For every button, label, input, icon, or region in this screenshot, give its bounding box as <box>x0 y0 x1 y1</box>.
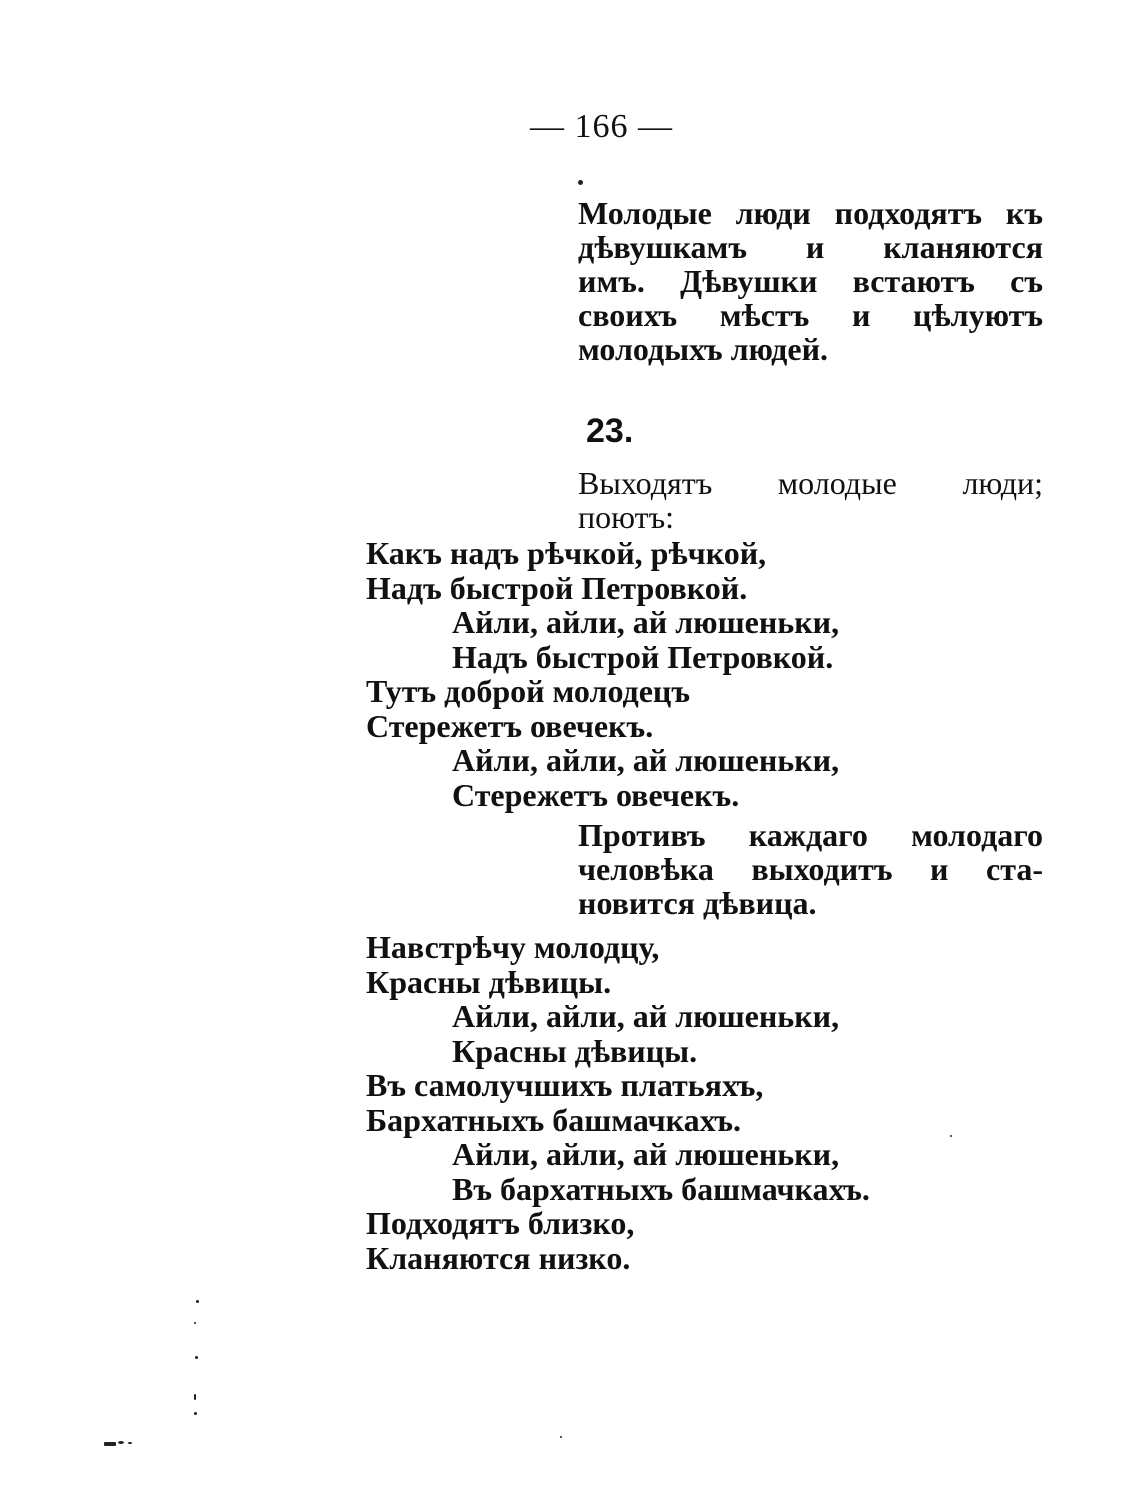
refrain-line: Въ бархатныхъ башмачкахъ. <box>452 1170 870 1207</box>
verse-line: Кланяются низко. <box>366 1239 631 1276</box>
refrain-line: Надъ быстрой Петровкой. <box>452 638 834 675</box>
verse-line: Красны дѣвицы. <box>366 963 612 1000</box>
verse-line: Стережетъ овечекъ. <box>366 707 654 744</box>
verse-line: Навстрѣчу молодцу, <box>366 929 660 965</box>
stage-line: имъ. Дѣвушки встаютъ съ <box>578 263 1043 299</box>
stage-line: молодыхъ людей. <box>578 331 828 367</box>
stage-line: поютъ: <box>578 499 675 535</box>
stage-line: Выходятъ молодые люди; <box>578 465 1043 501</box>
refrain-line: Айли, айли, ай люшеньки, <box>452 1136 840 1172</box>
stage-line: Молодые люди подходятъ къ <box>578 195 1043 231</box>
verse-line: Тутъ доброй молодецъ <box>366 673 691 709</box>
refrain-line: Стережетъ овечекъ. <box>452 776 740 813</box>
stage-line: Противъ каждаго молодаго <box>578 817 1043 853</box>
refrain-line: Айли, айли, ай люшеньки, <box>452 604 840 640</box>
stage-direction-1 <box>578 196 1043 366</box>
stage-line: человѣка выходитъ и ста- <box>578 851 1043 887</box>
verse-line: Въ самолучшихъ платьяхъ, <box>366 1067 764 1103</box>
stage-line: дѣвушкамъ и кланяются <box>578 229 1043 265</box>
section-number: 23. <box>586 412 634 450</box>
refrain-line: Айли, айли, ай люшеньки, <box>452 742 840 778</box>
refrain-line: Айли, айли, ай люшеньки, <box>452 998 840 1034</box>
verse-2 <box>366 930 870 1275</box>
stage-line: новится дѣвица. <box>578 885 817 921</box>
verse-line: Подходятъ близко, <box>366 1205 635 1241</box>
refrain-line: Красны дѣвицы. <box>452 1032 698 1069</box>
stage-line: своихъ мѣстъ и цѣлуютъ <box>578 297 1043 333</box>
verse-line: Какъ надъ рѣчкой, рѣчкой, <box>366 535 767 571</box>
verse-line: Надъ быстрой Петровкой. <box>366 569 748 606</box>
verse-line: Бархатныхъ башмачкахъ. <box>366 1101 742 1138</box>
stage-direction-3 <box>578 818 1043 920</box>
page-number: — 166 — <box>530 108 673 145</box>
verse-1 <box>366 536 839 812</box>
stage-direction-2 <box>578 466 1043 534</box>
